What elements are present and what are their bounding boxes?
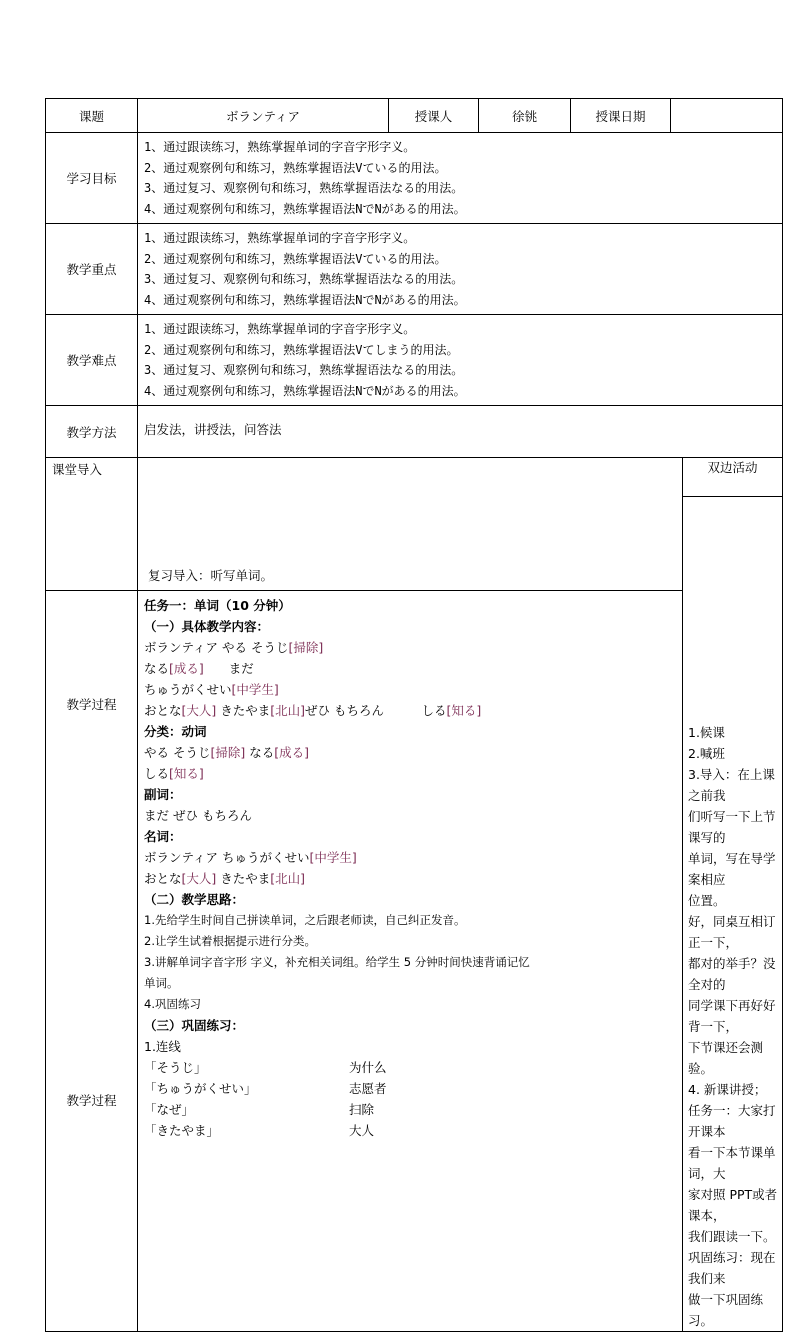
- intro-content: 复习导入：听写单词。: [138, 458, 683, 591]
- side-line: 做一下巩固练习。: [688, 1292, 764, 1328]
- method-value: 启发法，讲授法，问答法: [138, 406, 783, 458]
- vocab-line: なる[成る] まだ: [144, 661, 254, 677]
- noun-title: 名词：: [144, 829, 182, 845]
- side-line: 4. 新课讲授；: [688, 1082, 767, 1097]
- intro-row: [46, 458, 783, 591]
- date-value: [671, 99, 783, 133]
- section-title: （二）教学思路：: [144, 892, 245, 908]
- vocab-line: おとな[大人] きたやま[北山]ぜひ もちろん しる[知る]: [144, 703, 482, 719]
- verb-line: やる そうじ[掃除] なる[成る]: [144, 745, 309, 761]
- side-line: 们听写一下上节课写的: [688, 809, 776, 845]
- idea-line: 1.先给学生时间自己拼读单词，之后跟老师读，自己纠正发音。: [144, 913, 466, 928]
- process-label-cell: [46, 591, 138, 1332]
- side-line: 1.候课: [688, 725, 725, 740]
- adverb-line: まだ ぜひ もちろん: [144, 808, 252, 824]
- noun-line: ボランティア ちゅうがくせい[中学生]: [144, 850, 357, 866]
- vocab-line: ボランティア やる そうじ[掃除]: [144, 640, 324, 656]
- verb-line: しる[知る]: [144, 766, 204, 782]
- idea-line: 2.让学生试着根据提示进行分类。: [144, 934, 316, 949]
- side-line: 看一下本节课单词，大: [688, 1145, 776, 1181]
- difficulties-row: [46, 315, 783, 406]
- difficulties-content: [138, 315, 783, 406]
- task-title: 任务一：单词（10 分钟）: [144, 598, 291, 614]
- key-point-line: 4、通过观察例句和练习，熟练掌握语法NでNがある的用法。: [144, 292, 466, 307]
- idea-line: 4.巩固练习: [144, 997, 201, 1012]
- teacher-label: 授课人: [389, 99, 479, 133]
- date-label: 授课日期: [571, 99, 671, 133]
- process-row: [46, 591, 783, 1332]
- side-activity-column: [683, 458, 783, 1332]
- difficulty-line: 2、通过观察例句和练习，熟练掌握语法Vてしまう的用法。: [144, 342, 459, 357]
- teacher-value: 徐铫: [479, 99, 571, 133]
- key-point-line: 3、通过复习、观察例句和练习，熟练掌握语法なる的用法。: [144, 272, 464, 286]
- key-point-line: 1、通过跟读练习，熟练掌握单词的字音字形字义。: [144, 231, 416, 245]
- goal-line: 4、通过观察例句和练习，熟练掌握语法NでNがある的用法。: [144, 201, 466, 216]
- goal-line: 2、通过观察例句和练习，熟练掌握语法Vている的用法。: [144, 160, 447, 175]
- process-label: 教学过程: [66, 697, 117, 713]
- match-row: 「きたやま」 大人: [144, 1123, 375, 1139]
- side-line: 都对的举手？没全对的: [688, 956, 776, 992]
- match-row: 「なぜ」 扫除: [144, 1102, 375, 1118]
- side-line: 单词，写在导学案相应: [688, 851, 776, 887]
- key-point-line: 2、通过观察例句和练习，熟练掌握语法Vている的用法。: [144, 251, 447, 266]
- side-line: 位置。: [688, 893, 726, 908]
- idea-line: 3.讲解单词字音字形 字义，补充相关词组。给学生 5 分钟时间快速背诵记忆: [144, 955, 530, 970]
- process-content: [138, 591, 683, 1332]
- goals-row: [46, 133, 783, 224]
- side-line: 好，同桌互相订正一下，: [688, 914, 776, 950]
- side-line: 3.导入：在上课之前我: [688, 767, 775, 803]
- header-row: [46, 99, 783, 133]
- match-row: 「そうじ」 为什么: [144, 1060, 387, 1076]
- topic-label: 课题: [46, 99, 138, 133]
- intro-label: 课堂导入: [46, 458, 138, 591]
- lesson-plan-table: [45, 98, 783, 1332]
- goal-line: 3、通过复习、观察例句和练习，熟练掌握语法なる的用法。: [144, 181, 464, 195]
- side-line: 巩固练习：现在我们来: [688, 1250, 776, 1286]
- key-points-row: [46, 224, 783, 315]
- topic-value: ボランティア: [138, 99, 389, 133]
- exercise-title: 1.连线: [144, 1039, 181, 1055]
- side-line: 我们跟读一下。: [688, 1229, 776, 1244]
- goal-line: 1、通过跟读练习，熟练掌握单词的字音字形字义。: [144, 140, 416, 154]
- difficulty-line: 1、通过跟读练习，熟练掌握单词的字音字形字义。: [144, 322, 416, 336]
- vocab-line: ちゅうがくせい[中学生]: [144, 682, 279, 698]
- key-points-content: [138, 224, 783, 315]
- noun-line: おとな[大人] きたやま[北山]: [144, 871, 306, 887]
- process-label-repeat: 教学过程: [66, 1093, 117, 1109]
- method-row: [46, 406, 783, 458]
- difficulty-line: 3、通过复习、观察例句和练习，熟练掌握语法なる的用法。: [144, 363, 464, 377]
- goals-content: [138, 133, 783, 224]
- side-line: 2.喊班: [688, 746, 725, 761]
- side-line: 下节课还会测验。: [688, 1040, 764, 1076]
- difficulty-line: 4、通过观察例句和练习，熟练掌握语法NでNがある的用法。: [144, 383, 466, 398]
- side-line: 同学课下再好好背一下，: [688, 998, 776, 1034]
- side-line: 家对照 PPT或者课本，: [688, 1187, 778, 1223]
- difficulties-label: 教学难点: [46, 315, 138, 406]
- match-row: 「ちゅうがくせい」 志愿者: [144, 1081, 387, 1097]
- key-points-label: 教学重点: [46, 224, 138, 315]
- idea-line: 单词。: [144, 976, 179, 991]
- section-title: （三）巩固练习：: [144, 1018, 245, 1034]
- method-label: 教学方法: [46, 406, 138, 458]
- goals-label: 学习目标: [46, 133, 138, 224]
- section-title: （一）具体教学内容：: [144, 619, 270, 635]
- adverb-title: 副词：: [144, 787, 182, 803]
- side-activity-text: [683, 497, 782, 1331]
- side-line: 任务一：大家打开课本: [688, 1103, 776, 1139]
- side-activity-title: 双边活动: [683, 458, 782, 497]
- category-title: 分类：动词: [144, 724, 207, 740]
